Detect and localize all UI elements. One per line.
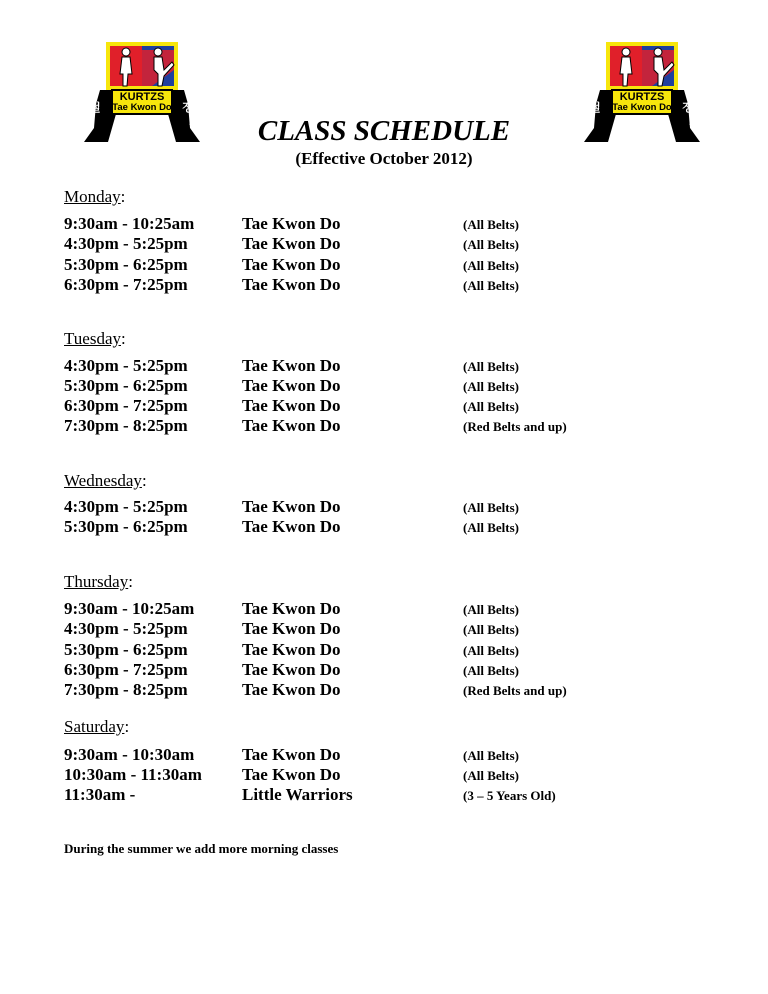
class-name: Tae Kwon Do	[242, 376, 341, 395]
class-time: 9:30am - 10:25am	[64, 214, 195, 233]
class-time: 9:30am - 10:25am	[64, 599, 195, 618]
class-name: Tae Kwon Do	[242, 660, 341, 679]
class-level: (All Belts)	[463, 217, 519, 232]
class-name: Tae Kwon Do	[242, 745, 341, 764]
class-name: Tae Kwon Do	[242, 497, 341, 516]
schedule-row	[0, 599, 768, 619]
schedule-row	[0, 416, 768, 436]
class-time: 6:30pm - 7:25pm	[64, 275, 188, 294]
schedule-row	[0, 680, 768, 700]
class-level: (All Belts)	[463, 602, 519, 617]
class-time: 10:30am - 11:30am	[64, 765, 202, 784]
class-time: 6:30pm - 7:25pm	[64, 396, 188, 415]
logo-hangul-text: 절	[590, 102, 601, 114]
schedule-row	[0, 255, 768, 275]
logo-hangul-text: 송	[583, 118, 594, 130]
schedule-row	[0, 517, 768, 537]
logo-hangul-text: 신	[189, 118, 200, 130]
class-name: Tae Kwon Do	[242, 599, 341, 618]
class-level: (All Belts)	[463, 500, 519, 515]
day-name: Thursday	[64, 572, 129, 591]
summer-footnote: During the summer we add more morning classes	[64, 841, 339, 856]
logo-brand-text: KURTZS	[119, 91, 165, 103]
schedule-row	[0, 275, 768, 295]
page-subtitle: (Effective October 2012)	[295, 149, 473, 168]
class-level: (All Belts)	[463, 258, 519, 273]
logo-hangul-text: 정	[182, 102, 193, 114]
class-level: (All Belts)	[463, 643, 519, 658]
page-title: CLASS SCHEDULE	[257, 115, 511, 147]
schedule-row	[0, 356, 768, 376]
class-level: (All Belts)	[463, 379, 519, 394]
day-heading-thursday: Thursday:	[64, 572, 133, 591]
class-level: (All Belts)	[463, 768, 519, 783]
class-time: 11:30am -	[64, 785, 136, 804]
logo-hangul-text: 정	[682, 102, 693, 114]
class-time: 4:30pm - 5:25pm	[64, 356, 188, 375]
class-name: Tae Kwon Do	[242, 396, 341, 415]
day-heading-tuesday: Tuesday:	[64, 329, 126, 348]
class-name: Tae Kwon Do	[242, 255, 341, 274]
schedule-row	[0, 234, 768, 254]
schedule-row	[0, 619, 768, 639]
class-time: 5:30pm - 6:25pm	[64, 376, 188, 395]
class-time: 4:30pm - 5:25pm	[64, 497, 188, 516]
day-name: Tuesday	[64, 329, 121, 348]
class-level: (All Belts)	[463, 520, 519, 535]
class-name: Tae Kwon Do	[242, 356, 341, 375]
schedule-row	[0, 396, 768, 416]
class-name: Tae Kwon Do	[242, 416, 341, 435]
class-level: (All Belts)	[463, 278, 519, 293]
schedule-row	[0, 660, 768, 680]
logo-hangul-text: 신	[689, 118, 700, 130]
class-time: 4:30pm - 5:25pm	[64, 234, 188, 253]
class-level: (All Belts)	[463, 622, 519, 637]
class-level: (All Belts)	[463, 399, 519, 414]
day-name: Monday	[64, 187, 121, 206]
logo-hangul-text: 절	[90, 102, 101, 114]
class-time: 7:30pm - 8:25pm	[64, 416, 188, 435]
schedule-row	[0, 497, 768, 517]
class-level: (All Belts)	[463, 663, 519, 678]
day-heading-saturday: Saturday:	[64, 717, 130, 736]
class-time: 5:30pm - 6:25pm	[64, 517, 188, 536]
logo-brand-text: KURTZS	[619, 91, 665, 103]
class-name: Tae Kwon Do	[242, 234, 341, 253]
class-level: (All Belts)	[463, 748, 519, 763]
schedule-row	[0, 640, 768, 660]
class-name: Tae Kwon Do	[242, 517, 341, 536]
class-time: 7:30pm - 8:25pm	[64, 680, 188, 699]
class-name: Tae Kwon Do	[242, 680, 341, 699]
class-name: Tae Kwon Do	[242, 275, 341, 294]
class-level: (Red Belts and up)	[463, 419, 567, 434]
class-time: 5:30pm - 6:25pm	[64, 640, 188, 659]
schedule-row	[0, 785, 768, 805]
schedule-row	[0, 376, 768, 396]
class-time: 6:30pm - 7:25pm	[64, 660, 188, 679]
class-time: 9:30am - 10:30am	[64, 745, 195, 764]
class-time: 4:30pm - 5:25pm	[64, 619, 188, 638]
day-heading-monday: Monday:	[64, 187, 126, 206]
day-name: Saturday	[64, 717, 125, 736]
class-name: Little Warriors	[242, 785, 353, 804]
schedule-row	[0, 765, 768, 785]
class-time: 5:30pm - 6:25pm	[64, 255, 188, 274]
class-name: Tae Kwon Do	[242, 214, 341, 233]
class-level: (3 – 5 Years Old)	[463, 788, 556, 803]
schedule-row	[0, 214, 768, 234]
logo-subtitle-text: Tae Kwon Do	[112, 102, 172, 113]
class-name: Tae Kwon Do	[242, 619, 341, 638]
class-level: (All Belts)	[463, 237, 519, 252]
day-heading-wednesday: Wednesday:	[64, 471, 147, 490]
class-name: Tae Kwon Do	[242, 765, 341, 784]
logo-hangul-text: 송	[83, 118, 94, 130]
class-level: (All Belts)	[463, 359, 519, 374]
day-name: Wednesday	[64, 471, 142, 490]
schedule-row	[0, 745, 768, 765]
class-level: (Red Belts and up)	[463, 683, 567, 698]
class-name: Tae Kwon Do	[242, 640, 341, 659]
logo-subtitle-text: Tae Kwon Do	[612, 102, 672, 113]
